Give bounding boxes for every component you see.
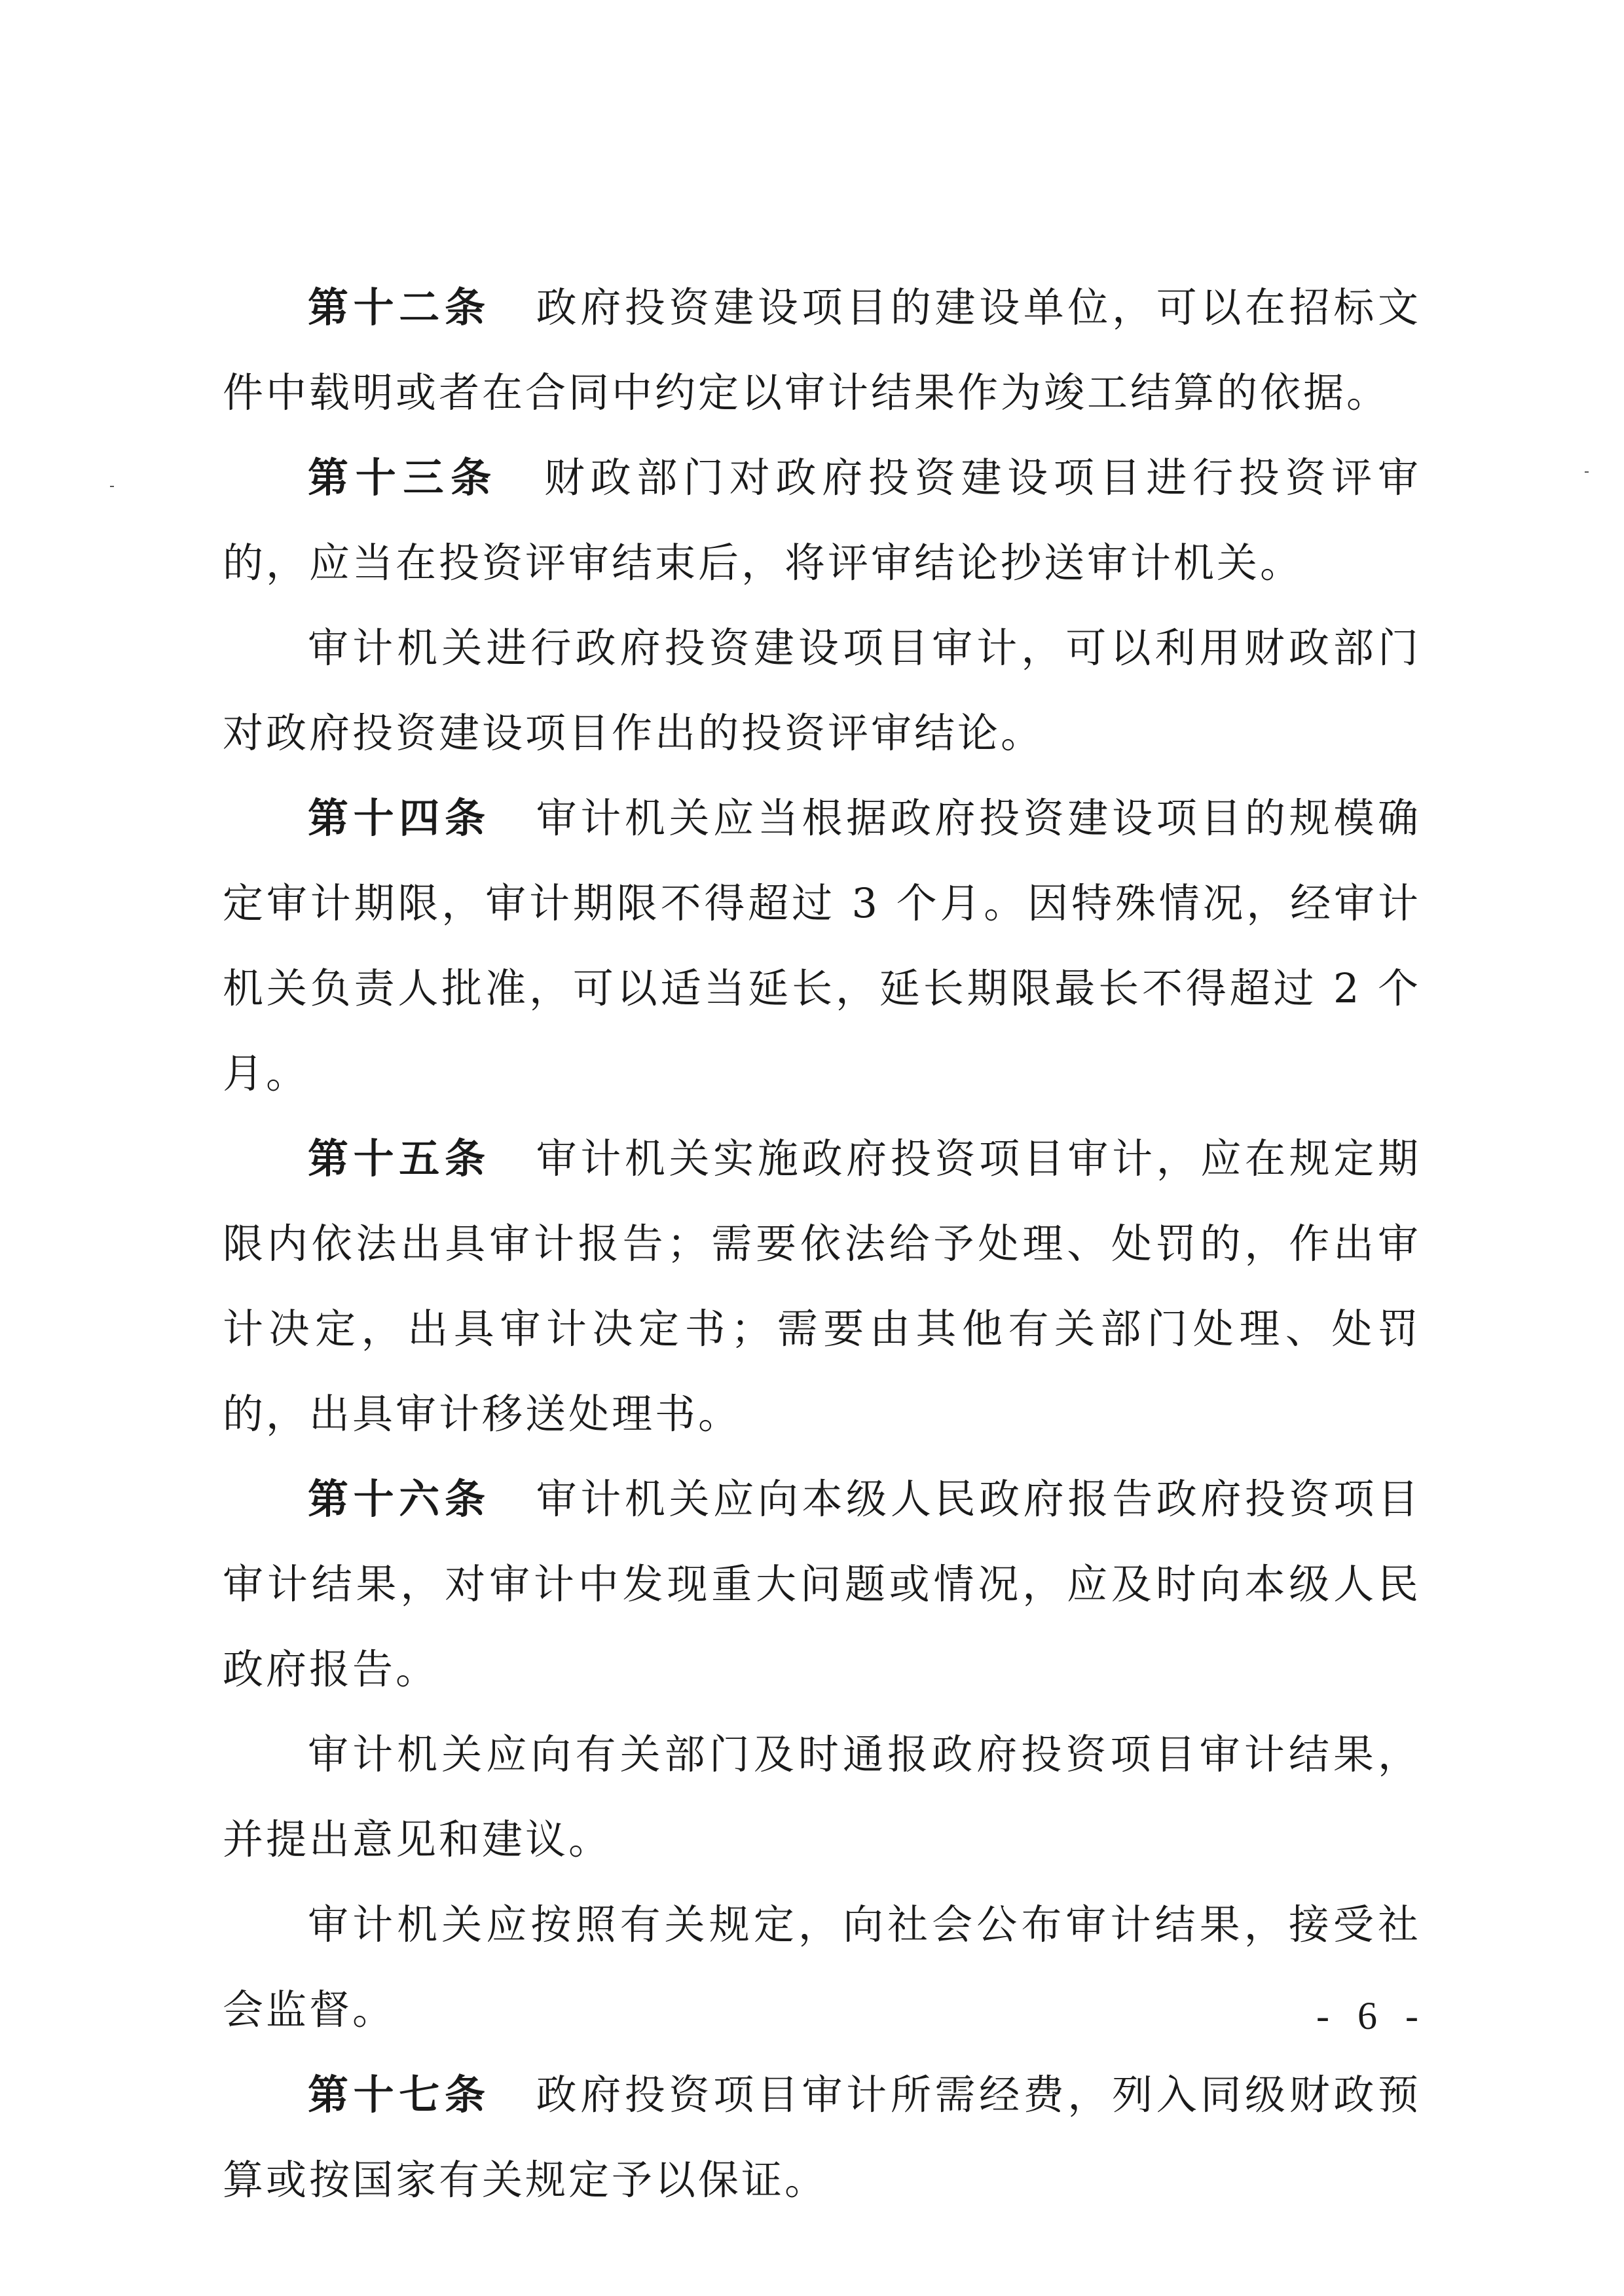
page-number: - 6 - bbox=[1316, 1994, 1428, 2037]
scan-speck bbox=[1585, 471, 1589, 473]
paragraph-text: 审计机关应向有关部门及时通报政府投资项目审计结果，并提出意见和建议。 bbox=[223, 1730, 1421, 1863]
article-heading: 第十四条 bbox=[308, 794, 490, 842]
article-text: 审计机关应向本级人民政府报告政府投资项目审计结果，对审计中发现重大问题或情况，应及时向本级人民政府报告。 bbox=[223, 1475, 1421, 1693]
article-heading: 第十三条 bbox=[308, 454, 498, 501]
document-body bbox=[223, 265, 1421, 2223]
scan-speck bbox=[110, 486, 114, 487]
article-paragraph bbox=[223, 776, 1421, 1116]
article-paragraph bbox=[223, 265, 1421, 435]
body-paragraph bbox=[223, 1712, 1421, 1882]
article-heading: 第十六条 bbox=[308, 1475, 490, 1523]
body-paragraph bbox=[223, 1882, 1421, 2052]
article-paragraph bbox=[223, 2052, 1421, 2223]
article-text: 审计机关实施政府投资项目审计，应在规定期限内依法出具审计报告；需要依法给予处理、处罚的，作出审计决定，出具审计决定书；需要由其他有关部门处理、处罚的，出具审计移送处理书。 bbox=[223, 1135, 1421, 1438]
article-text: 财政部门对政府投资建设项目进行投资评审的，应当在投资评审结束后，将评审结论抄送审计机关。 bbox=[223, 454, 1421, 587]
article-paragraph bbox=[223, 1116, 1421, 1457]
article-paragraph bbox=[223, 435, 1421, 606]
article-text: 政府投资项目审计所需经费，列入同级财政预算或按国家有关规定予以保证。 bbox=[223, 2071, 1421, 2204]
body-paragraph bbox=[223, 606, 1421, 776]
article-text: 审计机关应当根据政府投资建设项目的规模确定审计期限，审计期限不得超过 3 个月。因特殊情况，经审计机关负责人批准，可以适当延长，延长期限最长不得超过 2 个月。 bbox=[223, 794, 1421, 1097]
article-text: 政府投资建设项目的建设单位，可以在招标文件中载明或者在合同中约定以审计结果作为竣工结算的依据。 bbox=[223, 283, 1421, 416]
article-heading: 第十五条 bbox=[308, 1135, 490, 1182]
paragraph-text: 审计机关应按照有关规定，向社会公布审计结果，接受社会监督。 bbox=[223, 1901, 1421, 2033]
article-heading: 第十七条 bbox=[308, 2071, 490, 2119]
paragraph-text: 审计机关进行政府投资建设项目审计，可以利用财政部门对政府投资建设项目作出的投资评审结论。 bbox=[223, 624, 1421, 757]
article-paragraph bbox=[223, 1457, 1421, 1712]
article-heading: 第十二条 bbox=[308, 283, 490, 331]
